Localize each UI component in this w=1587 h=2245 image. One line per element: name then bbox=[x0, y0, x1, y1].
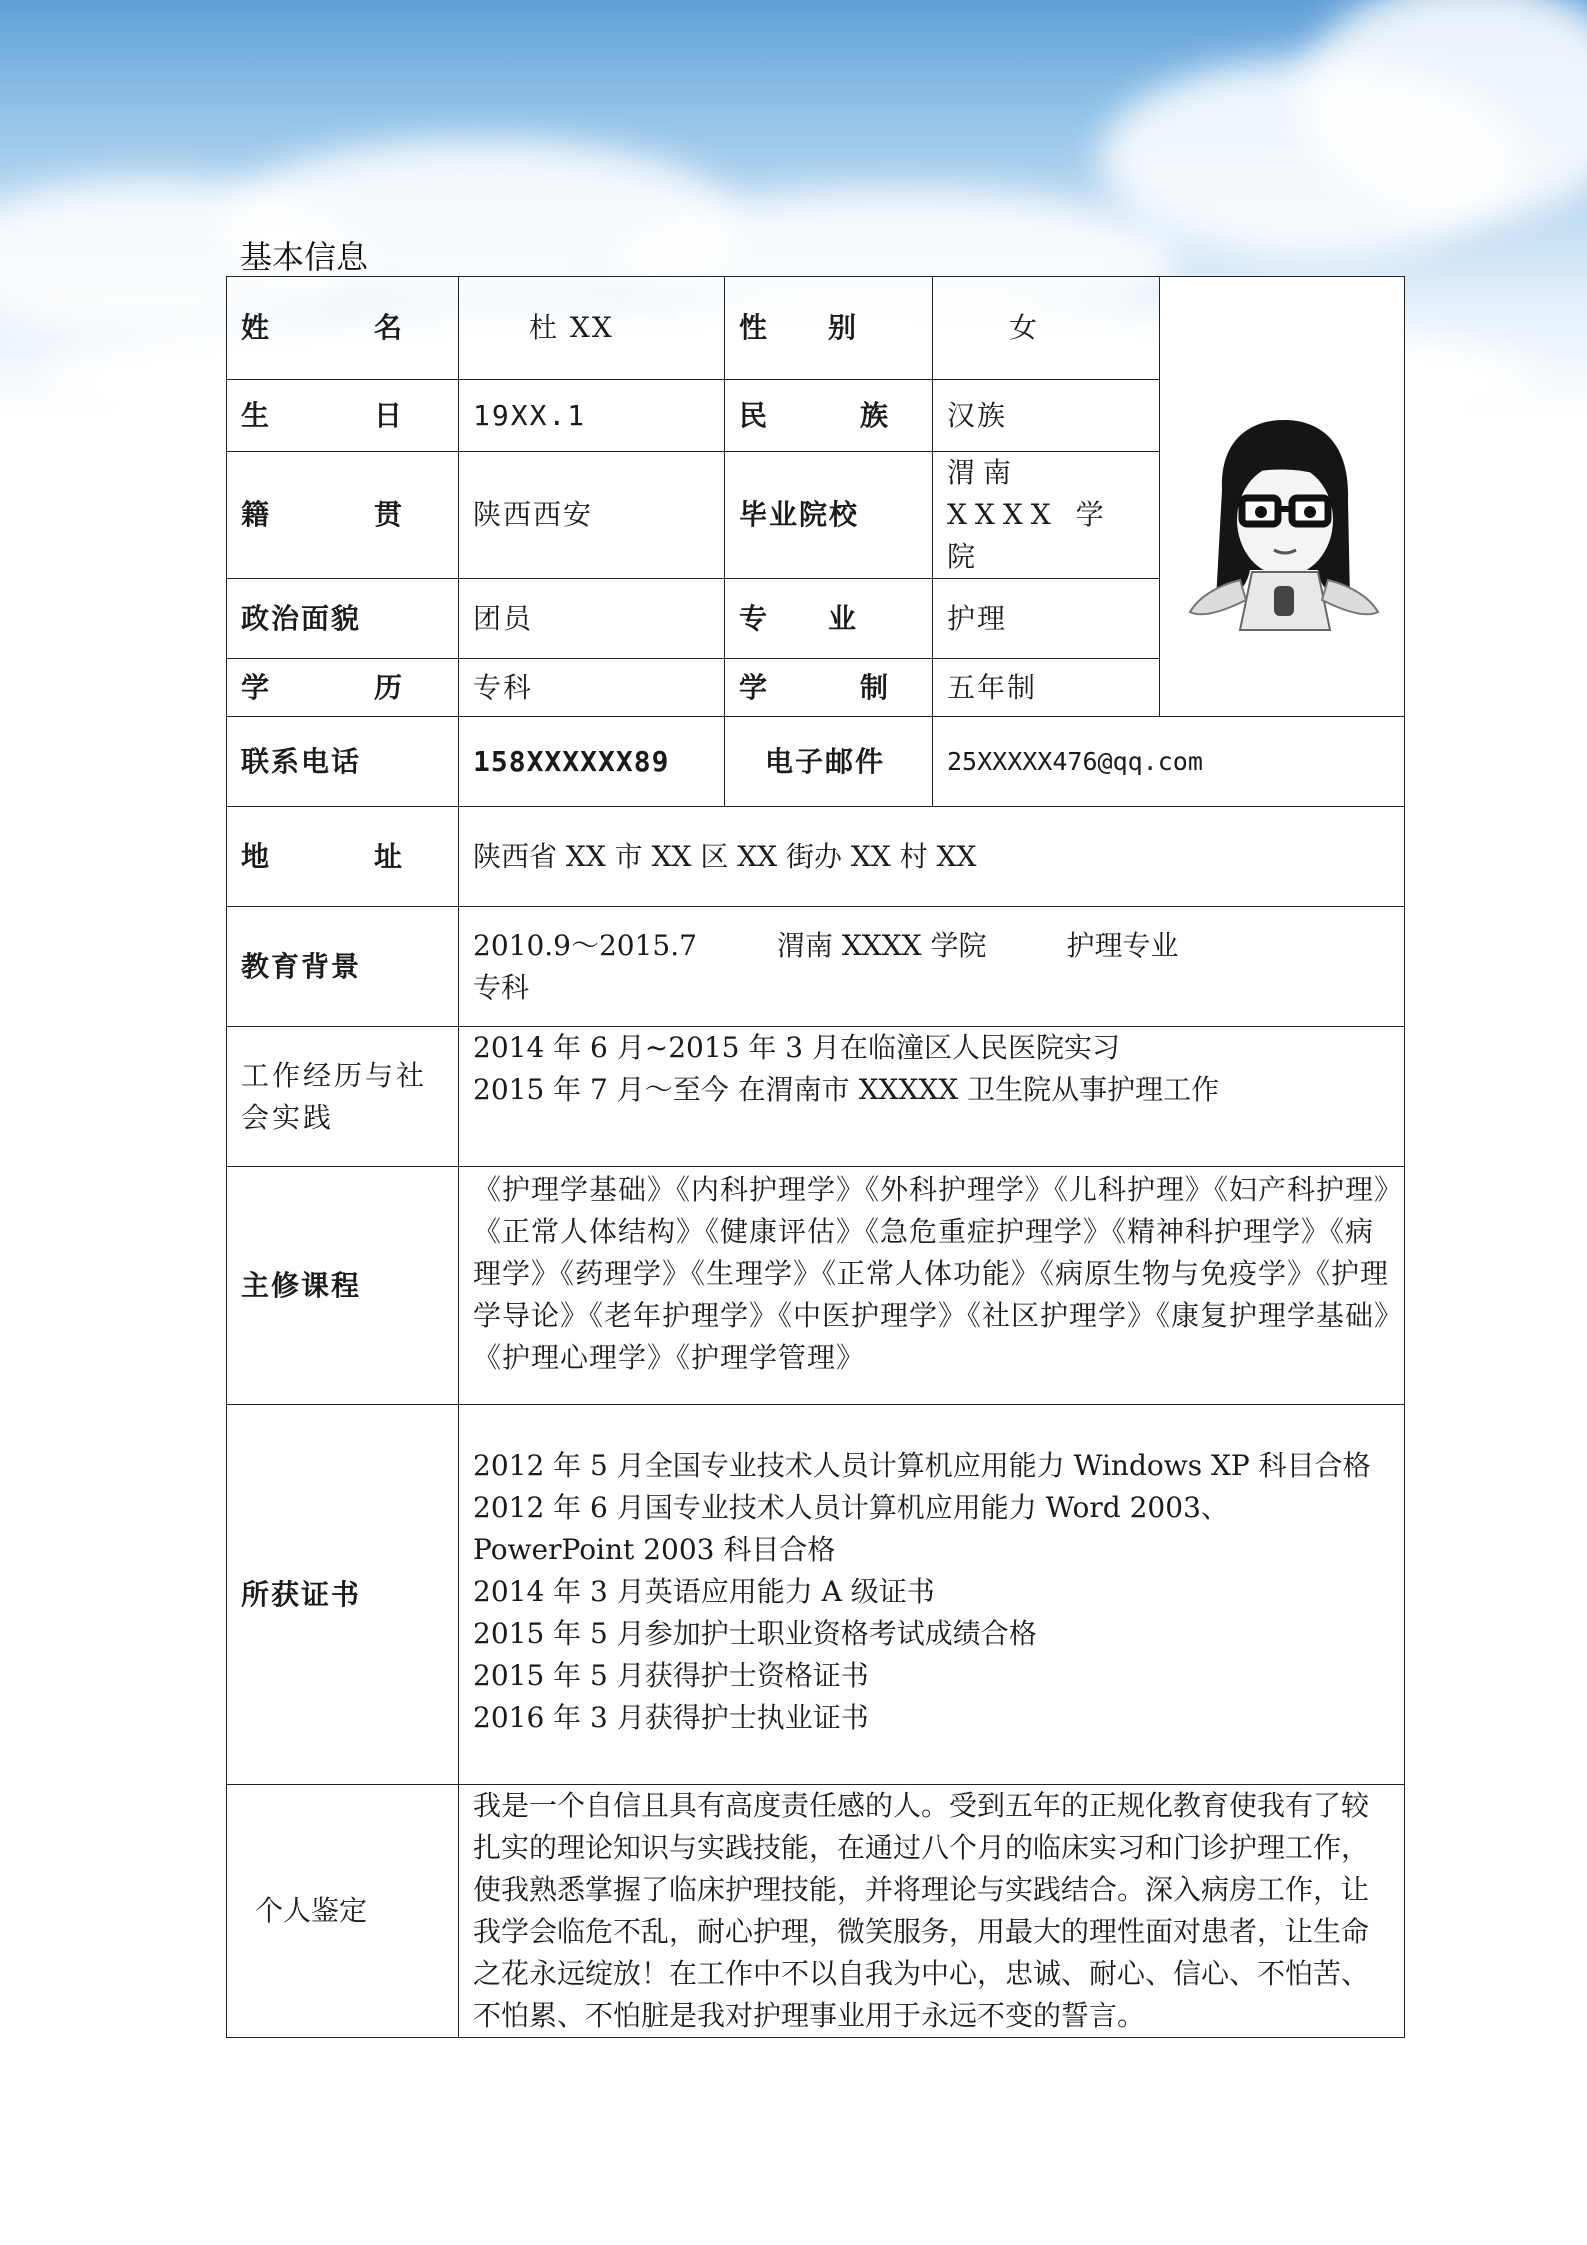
row-name-gender bbox=[227, 277, 1405, 380]
value-degree: 专科 bbox=[459, 659, 725, 717]
edu-major: 护理专业 bbox=[1066, 928, 1179, 962]
row-education bbox=[227, 907, 1405, 1027]
value-self-eval: 我是一个自信且具有高度责任感的人。受到五年的正规化教育使我有了较扎实的理论知识与实践技能，在通过八个月的临床实习和门诊护理工作，使我熟悉掌握了临床护理技能，并将理论与实践结合。深入病房工作，让我学会临危不乱，耐心护理，微笑服务，用最大的理性面对患者，让生命之花永远绽放！在工作中不以自我为中心，忠诚、耐心、信心、不怕苦、不怕累、不怕脏是我对护理事业用于永远不变的誓言。 bbox=[459, 1785, 1405, 2038]
label-gender: 性 别 bbox=[725, 277, 933, 380]
label-birth: 生 日 bbox=[227, 380, 459, 452]
value-phone: 158XXXXXX89 bbox=[459, 717, 725, 807]
value-email: 25XXXXX476@qq.com bbox=[933, 717, 1405, 807]
cert-line-2: 2012 年 6 月国专业技术人员计算机应用能力 Word 2003、PowerPoint 2003 科目合格 bbox=[473, 1491, 1229, 1566]
avatar bbox=[1160, 350, 1405, 644]
cert-line-1: 2012 年 5 月全国专业技术人员计算机应用能力 Windows XP 科目合格 bbox=[473, 1449, 1371, 1482]
label-email: 电子邮件 bbox=[725, 717, 933, 807]
row-self-eval bbox=[227, 1785, 1405, 2038]
row-courses bbox=[227, 1167, 1405, 1405]
value-address: 陕西省 XX 市 XX 区 XX 街办 XX 村 XX bbox=[459, 807, 1405, 907]
edu-period: 2010.9～2015.7 bbox=[473, 928, 697, 962]
edu-level: 专科 bbox=[473, 970, 530, 1004]
value-political: 团员 bbox=[459, 579, 725, 659]
label-duration: 学 制 bbox=[725, 659, 933, 717]
value-courses: 《护理学基础》《内科护理学》《外科护理学》《儿科护理》《妇产科护理》《正常人体结构》《健康评估》《急危重症护理学》《精神科护理学》《病理学》《药理学》《生理学》《正常人体功能》《病原生物与免疫学》《护理学导论》《老年护理学》《中医护理学》《社区护理学》《康复护理学基础》《护理心理学》《护理学管理》 bbox=[459, 1167, 1405, 1405]
cert-line-6: 2016 年 3 月获得护士执业证书 bbox=[473, 1701, 869, 1734]
cert-line-4: 2015 年 5 月参加护士职业资格考试成绩合格 bbox=[473, 1617, 1037, 1650]
label-major: 专 业 bbox=[725, 579, 933, 659]
value-major: 护理 bbox=[933, 579, 1160, 659]
photo-cell bbox=[1160, 277, 1405, 717]
label-school: 毕业院校 bbox=[725, 452, 933, 579]
cert-line-5: 2015 年 5 月获得护士资格证书 bbox=[473, 1659, 869, 1692]
value-name: 杜 XX bbox=[459, 277, 725, 380]
label-ethnicity: 民 族 bbox=[725, 380, 933, 452]
work-line-2: 2015 年 7 月～至今 在渭南市 XXXXX 卫生院从事护理工作 bbox=[473, 1073, 1220, 1106]
value-education bbox=[459, 907, 1405, 1027]
label-name: 姓 名 bbox=[227, 277, 459, 380]
row-certificates bbox=[227, 1405, 1405, 1785]
label-phone: 联系电话 bbox=[227, 717, 459, 807]
label-self-eval: 个人鉴定 bbox=[227, 1785, 459, 2038]
work-line-1: 2014 年 6 月~2015 年 3 月在临潼区人民医院实习 bbox=[473, 1031, 1121, 1064]
label-political: 政治面貌 bbox=[227, 579, 459, 659]
label-certificates: 所获证书 bbox=[227, 1405, 459, 1785]
label-work: 工作经历与社会实践 bbox=[227, 1027, 459, 1167]
value-school: 渭南 XXXX 学院 bbox=[933, 452, 1160, 579]
row-phone-email bbox=[227, 717, 1405, 807]
edu-school: 渭南 XXXX 学院 bbox=[776, 928, 987, 962]
value-work bbox=[459, 1027, 1405, 1167]
cert-line-3: 2014 年 3 月英语应用能力 A 级证书 bbox=[473, 1575, 935, 1608]
value-certificates bbox=[459, 1405, 1405, 1785]
section-title: 基本信息 bbox=[240, 238, 369, 276]
value-gender: 女 bbox=[933, 277, 1160, 380]
row-address bbox=[227, 807, 1405, 907]
value-ethnicity: 汉族 bbox=[933, 380, 1160, 452]
row-work bbox=[227, 1027, 1405, 1167]
value-native: 陕西西安 bbox=[459, 452, 725, 579]
resume-table bbox=[226, 276, 1405, 2038]
label-native: 籍 贯 bbox=[227, 452, 459, 579]
label-degree: 学 历 bbox=[227, 659, 459, 717]
value-duration: 五年制 bbox=[933, 659, 1160, 717]
label-courses: 主修课程 bbox=[227, 1167, 459, 1405]
label-education: 教育背景 bbox=[227, 907, 459, 1027]
label-address: 地 址 bbox=[227, 807, 459, 907]
value-birth: 19XX.1 bbox=[459, 380, 725, 452]
